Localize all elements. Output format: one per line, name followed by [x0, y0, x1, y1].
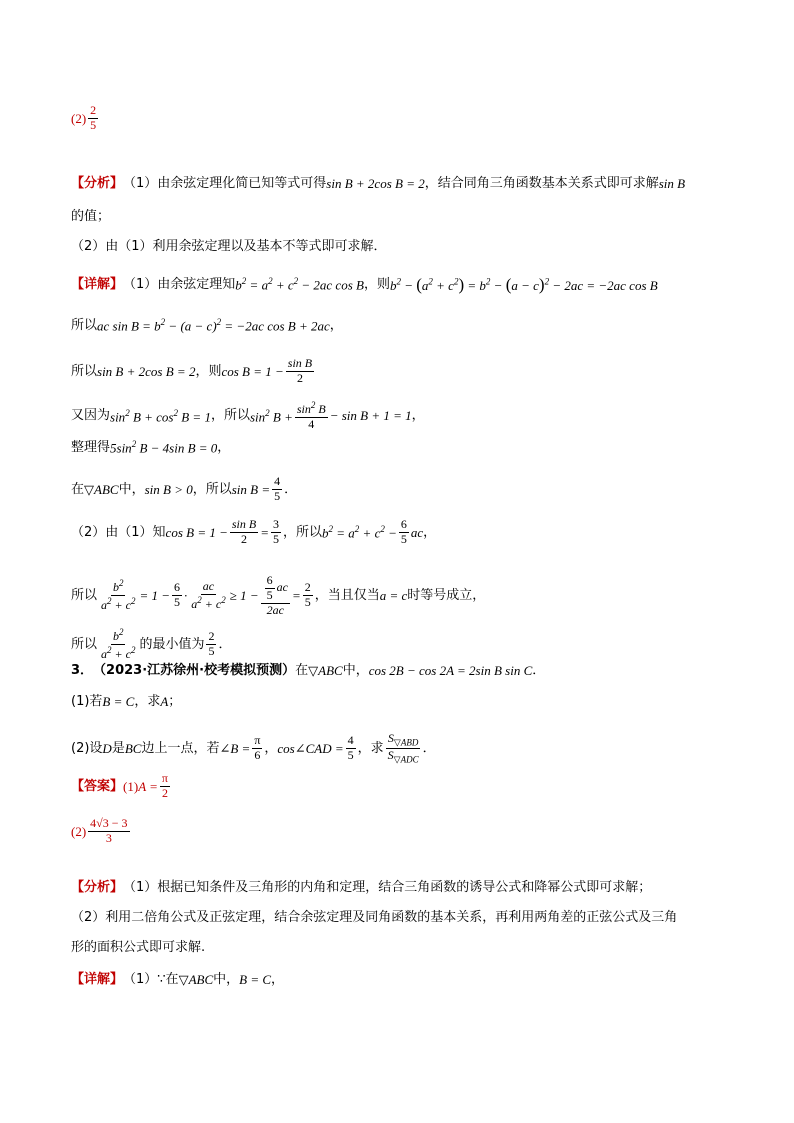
answer-tag: 【答案】 [71, 778, 124, 794]
answer-2-line [71, 104, 734, 133]
detail-line-8: 所以 $\frac{b^2}{a^2 + c^2}$ = 1 − $\frac{6}{5}$ · $\frac{ac}{a^2 + c^2}$ ≥ 1 − $\frac{6}{5}$ ac 2ac = $\frac{2}{5}$ ，当且仅当 a = c 时等号成立， [71, 573, 486, 617]
detail-line-5: 整理得 $5\sin^2$ B − 4sin B = 0 ， [71, 439, 231, 456]
analysis-line-1: 【分析】 （1）由余弦定理化简已知等式可得 sin B + 2cos B = 2 ，结合同角三角函数基本关系式即可求解 sin B [71, 176, 686, 191]
detail-line-4: 又因为 $\sin^2 B + \cos^2 B = 1$ ，所以 $\sin^2 B$ + $\frac{\sin^2 B}{4}$ − sin B + 1 = 1 ， [71, 400, 425, 431]
detail-line-9: 所以 $\frac{b^2}{a^2 + c^2}$ 的最小值为 $\frac{2}{5}$ ． [71, 627, 232, 661]
analysis-line-1b: 的值； [71, 209, 111, 224]
math-expr: sin B + 2cos B = 2 [326, 176, 425, 191]
detail-line-2: 所以 ac $\sin B = b^2 - (a - c)^2 = -2ac$ cos B + 2ac ， [71, 317, 343, 334]
analysis3-line-3: 形的面积公式即可求解. [71, 940, 206, 955]
analysis-line-2: （2）由（1）利用余弦定理以及基本不等式即可求解． [71, 239, 387, 254]
detail3-line-1: 【详解】 （1）∵在 ▽ABC 中， B = C ， [71, 972, 285, 987]
answer-line-2: (2) $\frac{4√3 - 3}{3}$ [71, 816, 128, 845]
detail-line-1: 【详解】 （1）由余弦定理知 $b^2 = a^2 + c^2 - 2ac$ cos B ，则 $b^2 - (a^2 + c^2) = b^2 - (a - c)^2 - 2ac = -2ac$ cos B [71, 275, 658, 294]
detail-line-6: 在 ▽ABC 中， sin B > 0 ，所以 sin B = $\frac{4}{5}$ ． [71, 474, 298, 503]
analysis3-line-1: 【分析】 （1）根据已知条件及三角形的内角和定理，结合三角函数的诱导公式和降幂公式即可求解； [71, 880, 652, 895]
detail-tag: 【详解】 [71, 277, 124, 292]
problem-3-title: 3． （2023·江苏徐州·校考模拟预测） 在 ▽ABC 中， cos 2B − cos 2A = 2sin B sin C ． [71, 663, 546, 678]
answer-line-1: 【答案】 (1) A = $\frac{\pi}{2}$ [71, 771, 168, 800]
problem-source: （2023·江苏徐州·校考模拟预测） [93, 663, 296, 678]
problem-3-q2: (2)设 D 是 BC 边上一点，若 ∠B = $\frac{\pi}{6}$ ， cos∠CAD = $\frac{4}{5}$ ，求 $\frac{S_{▽ABD}}{S_{▽ADC}}$ ． [71, 731, 436, 765]
detail-line-3: 所以 sin B + 2cos B = 2 ，则 cos B = 1 − $\frac{\text{sin B}}{2}$ [71, 356, 313, 385]
problem-number: 3． [71, 663, 94, 678]
analysis-tag: 【分析】 [71, 176, 124, 191]
detail-line-7: （2）由（1）知 cos B = 1 − $\frac{\text{sin B}}{2}$ = $\frac{3}{5}$ ，所以 $b^2 = a^2 + c^2$ − $\frac{6}{5}$ ac ， [71, 517, 437, 546]
answer-label: (2) [71, 110, 87, 126]
analysis3-line-2: （2）利用二倍角公式及正弦定理，结合余弦定理及同角函数的基本关系，再利用两角差的正弦公式及三角 [71, 910, 678, 925]
problem-3-q1: (1)若 B = C ，求 A ； [71, 694, 182, 709]
answer-fraction: $\frac{2}{5}$ [90, 103, 97, 132]
